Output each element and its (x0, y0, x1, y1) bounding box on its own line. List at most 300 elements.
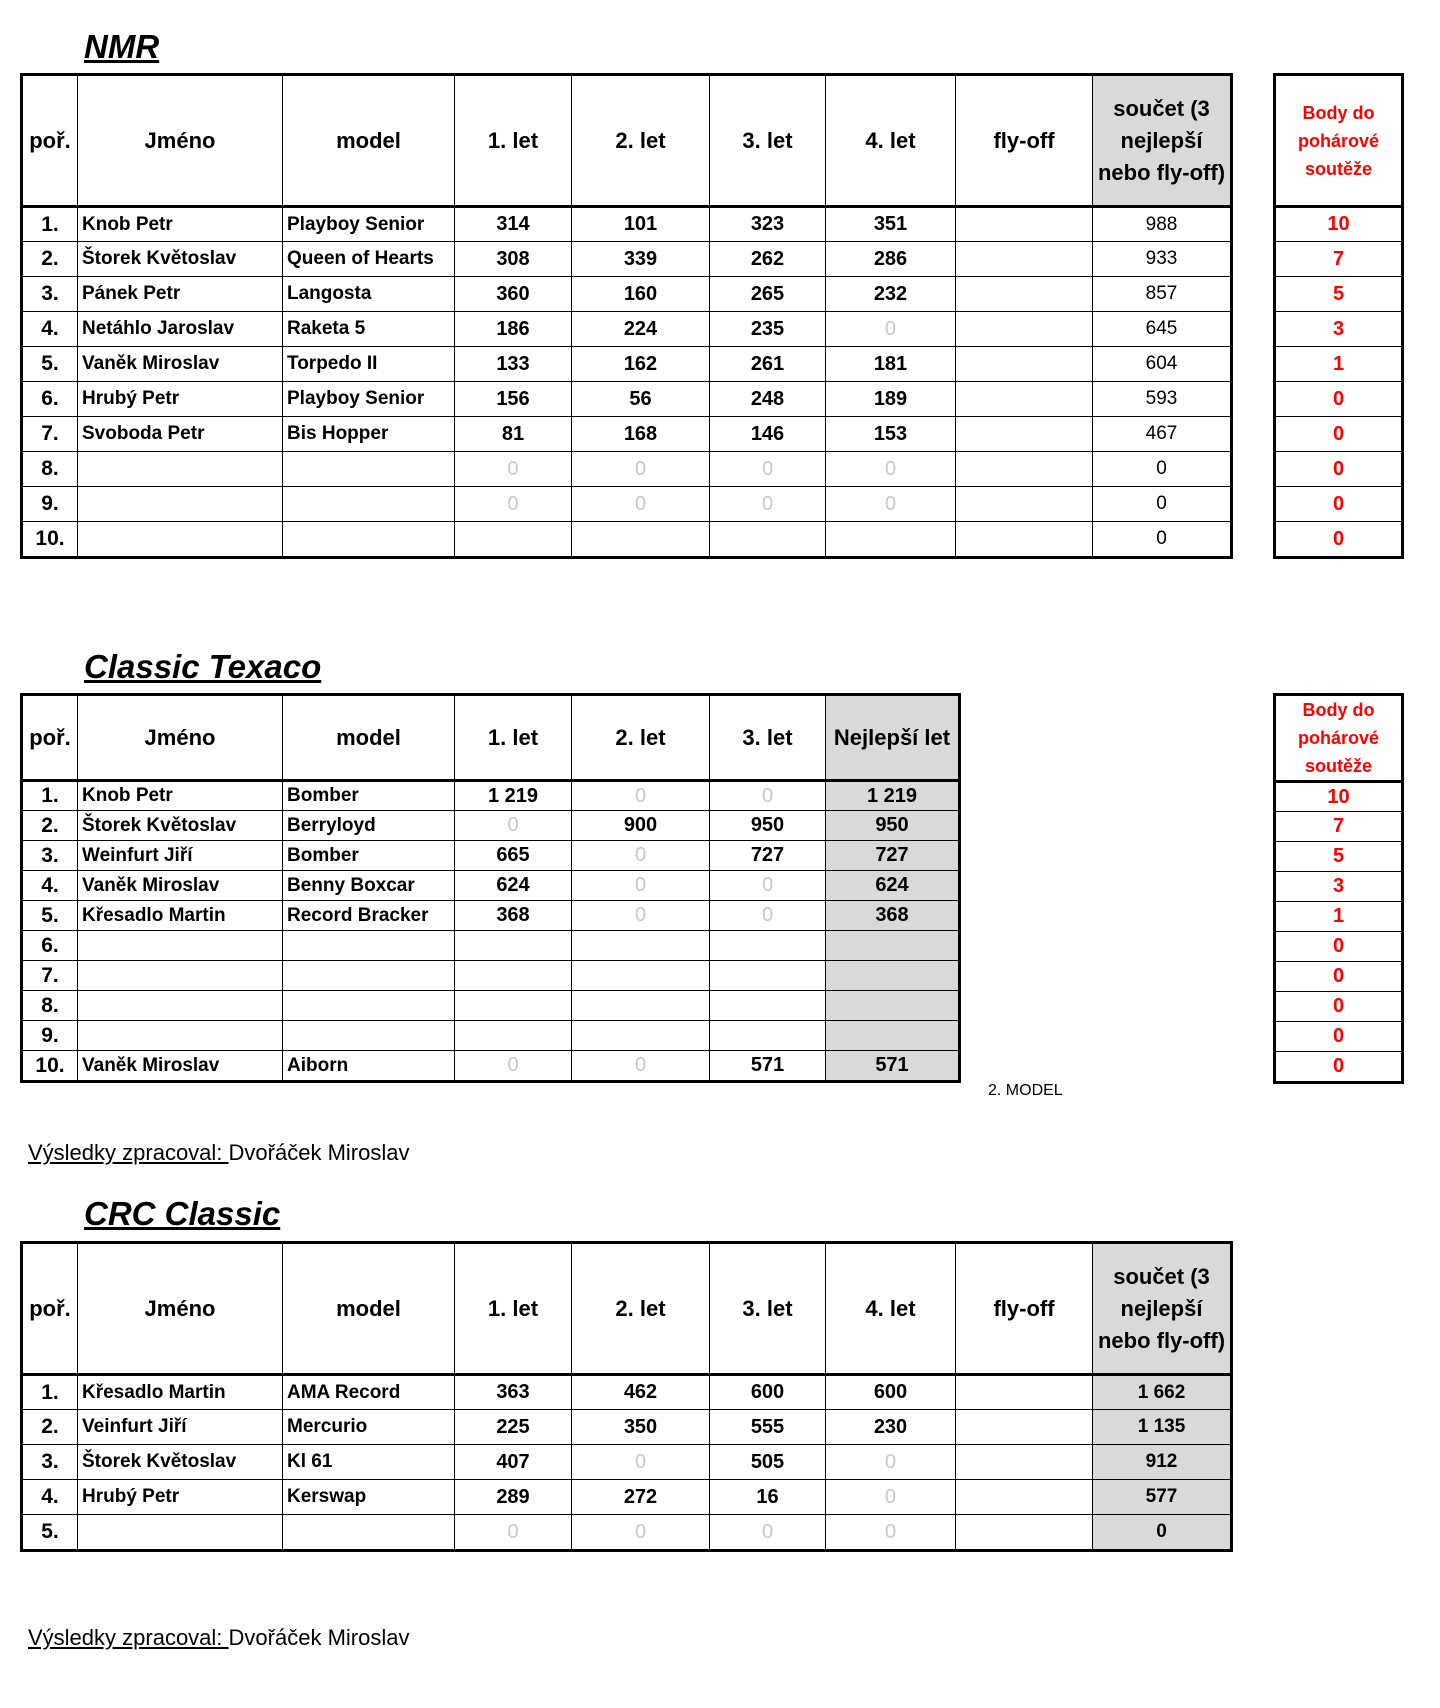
rank-cell: 10. (23, 522, 78, 557)
points-row (1276, 1022, 1402, 1052)
model-cell (283, 931, 455, 961)
model-cell (283, 1021, 455, 1051)
points-cell: 0 (1276, 487, 1402, 522)
flight-3-cell: 261 (710, 347, 826, 382)
crc-title: CRC Classic (84, 1195, 281, 1232)
sum-cell: 1 135 (1093, 1410, 1231, 1445)
flight-2-cell: 0 (572, 452, 710, 487)
best-flight-cell: 624 (826, 871, 959, 901)
flight-1-cell: 0 (455, 811, 572, 841)
table-row (23, 417, 1231, 452)
flight-2-cell: 160 (572, 277, 710, 312)
table-row (23, 1051, 959, 1081)
model-cell: Kerswap (283, 1480, 455, 1515)
fly-off-cell (956, 487, 1093, 522)
name-cell: Netáhlo Jaroslav (78, 312, 283, 347)
flight-1-cell (455, 961, 572, 991)
header-flight-2: 2. let (572, 696, 710, 781)
points-row (1276, 522, 1402, 557)
rank-cell: 4. (23, 871, 78, 901)
fly-off-cell (956, 277, 1093, 312)
flight-3-cell: 0 (710, 781, 826, 811)
header-flight-3: 3. let (710, 76, 826, 207)
points-cell: 0 (1276, 932, 1402, 962)
table-row (23, 312, 1231, 347)
points-cell: 0 (1276, 1022, 1402, 1052)
flight-2-cell: 0 (572, 781, 710, 811)
best-flight-cell: 368 (826, 901, 959, 931)
points-row (1276, 812, 1402, 842)
rank-cell: 9. (23, 1021, 78, 1051)
table-row (23, 1021, 959, 1051)
sum-cell: 933 (1093, 242, 1231, 277)
flight-1-cell: 1 219 (455, 781, 572, 811)
nmr-points-table (1275, 75, 1402, 557)
rank-cell: 8. (23, 452, 78, 487)
header-sum: součet (3 nejlepší nebo fly-off) (1093, 76, 1231, 207)
name-cell (78, 931, 283, 961)
rank-cell: 1. (23, 207, 78, 242)
flight-3-cell (710, 1021, 826, 1051)
header-flight-4: 4. let (826, 1244, 956, 1375)
flight-3-cell: 555 (710, 1410, 826, 1445)
table-row (23, 1445, 1231, 1480)
flight-3-cell: 262 (710, 242, 826, 277)
rank-cell: 2. (23, 1410, 78, 1445)
points-cell: 5 (1276, 842, 1402, 872)
name-cell: Pánek Petr (78, 277, 283, 312)
flight-4-cell: 230 (826, 1410, 956, 1445)
table-row (23, 242, 1231, 277)
model-cell (283, 991, 455, 1021)
model-cell: Kl 61 (283, 1445, 455, 1480)
table-row (23, 347, 1231, 382)
table-row (23, 811, 959, 841)
nmr-table (22, 75, 1231, 557)
rank-cell: 1. (23, 1375, 78, 1410)
model-cell (283, 522, 455, 557)
name-cell: Vaněk Miroslav (78, 347, 283, 382)
rank-cell: 7. (23, 417, 78, 452)
rank-cell: 5. (23, 347, 78, 382)
header-fly-off: fly-off (956, 76, 1093, 207)
header-rank: poř. (23, 76, 78, 207)
table-row (23, 1515, 1231, 1550)
fly-off-cell (956, 1515, 1093, 1550)
sum-cell: 467 (1093, 417, 1231, 452)
flight-2-cell: 56 (572, 382, 710, 417)
fly-off-cell (956, 347, 1093, 382)
table-row (23, 931, 959, 961)
best-flight-cell: 727 (826, 841, 959, 871)
flight-2-cell: 0 (572, 487, 710, 522)
header-name: Jméno (78, 696, 283, 781)
points-cell: 7 (1276, 812, 1402, 842)
name-cell (78, 961, 283, 991)
flight-4-cell: 286 (826, 242, 956, 277)
fly-off-cell (956, 207, 1093, 242)
flight-2-cell: 0 (572, 1051, 710, 1081)
fly-off-cell (956, 417, 1093, 452)
name-cell (78, 991, 283, 1021)
name-cell: Svoboda Petr (78, 417, 283, 452)
flight-1-cell: 360 (455, 277, 572, 312)
processed-by-name: Dvořáček Miroslav (228, 1625, 410, 1650)
sum-cell: 645 (1093, 312, 1231, 347)
model-cell (283, 961, 455, 991)
points-row (1276, 962, 1402, 992)
sum-cell: 0 (1093, 1515, 1231, 1550)
points-row (1276, 902, 1402, 932)
rank-cell: 3. (23, 841, 78, 871)
flight-2-cell: 0 (572, 1445, 710, 1480)
table-row (23, 781, 959, 811)
rank-cell: 5. (23, 901, 78, 931)
flight-4-cell: 0 (826, 312, 956, 347)
flight-1-cell: 363 (455, 1375, 572, 1410)
flight-4-cell: 181 (826, 347, 956, 382)
table-row (23, 277, 1231, 312)
rank-cell: 4. (23, 1480, 78, 1515)
fly-off-cell (956, 452, 1093, 487)
header-name: Jméno (78, 76, 283, 207)
fly-off-cell (956, 1445, 1093, 1480)
flight-4-cell: 0 (826, 487, 956, 522)
points-row (1276, 417, 1402, 452)
flight-4-cell: 0 (826, 452, 956, 487)
flight-3-cell: 248 (710, 382, 826, 417)
flight-3-cell: 0 (710, 452, 826, 487)
name-cell (78, 452, 283, 487)
header-flight-2: 2. let (572, 1244, 710, 1375)
header-name: Jméno (78, 1244, 283, 1375)
flight-2-cell (572, 961, 710, 991)
flight-1-cell (455, 522, 572, 557)
flight-3-cell: 600 (710, 1375, 826, 1410)
rank-cell: 6. (23, 382, 78, 417)
name-cell: Knob Petr (78, 207, 283, 242)
best-flight-cell (826, 991, 959, 1021)
flight-3-cell (710, 522, 826, 557)
points-cell: 7 (1276, 242, 1402, 277)
flight-1-cell: 665 (455, 841, 572, 871)
best-flight-cell (826, 961, 959, 991)
name-cell: Knob Petr (78, 781, 283, 811)
table-row (23, 871, 959, 901)
header-sum: součet (3 nejlepší nebo fly-off) (1093, 1244, 1231, 1375)
flight-3-cell: 950 (710, 811, 826, 841)
header-model: model (283, 1244, 455, 1375)
header-flight-1: 1. let (455, 1244, 572, 1375)
flight-4-cell: 351 (826, 207, 956, 242)
model-cell (283, 452, 455, 487)
sum-cell: 988 (1093, 207, 1231, 242)
fly-off-cell (956, 242, 1093, 277)
points-row (1276, 242, 1402, 277)
flight-2-cell: 168 (572, 417, 710, 452)
model-cell: Bomber (283, 781, 455, 811)
flight-1-cell: 186 (455, 312, 572, 347)
processed-by-name: Dvořáček Miroslav (228, 1140, 410, 1165)
flight-3-cell: 505 (710, 1445, 826, 1480)
points-cell: 1 (1276, 347, 1402, 382)
flight-3-cell: 235 (710, 312, 826, 347)
rank-cell: 4. (23, 312, 78, 347)
name-cell: Veinfurt Jiří (78, 1410, 283, 1445)
sum-cell: 0 (1093, 487, 1231, 522)
flight-2-cell: 0 (572, 1515, 710, 1550)
points-row (1276, 312, 1402, 347)
sum-cell: 604 (1093, 347, 1231, 382)
header-fly-off: fly-off (956, 1244, 1093, 1375)
table-row (23, 207, 1231, 242)
flight-2-cell: 462 (572, 1375, 710, 1410)
flight-3-cell: 265 (710, 277, 826, 312)
model-cell: Record Bracker (283, 901, 455, 931)
fly-off-cell (956, 1480, 1093, 1515)
points-cell: 3 (1276, 312, 1402, 347)
flight-3-cell: 0 (710, 901, 826, 931)
name-cell (78, 1515, 283, 1550)
table-row (23, 487, 1231, 522)
name-cell: Křesadlo Martin (78, 1375, 283, 1410)
flight-1-cell: 156 (455, 382, 572, 417)
name-cell: Hrubý Petr (78, 382, 283, 417)
flight-3-cell: 727 (710, 841, 826, 871)
flight-1-cell (455, 991, 572, 1021)
name-cell: Štorek Květoslav (78, 811, 283, 841)
header-rank: poř. (23, 1244, 78, 1375)
nmr-title: NMR (84, 28, 160, 65)
best-flight-cell (826, 931, 959, 961)
flight-2-cell: 900 (572, 811, 710, 841)
rank-cell: 10. (23, 1051, 78, 1081)
points-row (1276, 782, 1402, 812)
flight-1-cell: 407 (455, 1445, 572, 1480)
fly-off-cell (956, 522, 1093, 557)
flight-1-cell: 368 (455, 901, 572, 931)
points-header: Body do pohárové soutěže (1276, 76, 1402, 207)
flight-2-cell: 0 (572, 901, 710, 931)
fly-off-cell (956, 382, 1093, 417)
points-row (1276, 932, 1402, 962)
flight-4-cell: 153 (826, 417, 956, 452)
flight-1-cell: 289 (455, 1480, 572, 1515)
flight-2-cell: 224 (572, 312, 710, 347)
rank-cell: 2. (23, 811, 78, 841)
table-row (23, 961, 959, 991)
model-cell: Torpedo II (283, 347, 455, 382)
flight-3-cell (710, 991, 826, 1021)
flight-4-cell: 0 (826, 1515, 956, 1550)
best-flight-cell: 571 (826, 1051, 959, 1081)
flight-2-cell: 350 (572, 1410, 710, 1445)
rank-cell: 6. (23, 931, 78, 961)
flight-4-cell (826, 522, 956, 557)
sum-cell: 0 (1093, 522, 1231, 557)
texaco-title: Classic Texaco (84, 648, 322, 685)
header-rank: poř. (23, 696, 78, 781)
rank-cell: 3. (23, 277, 78, 312)
flight-3-cell: 323 (710, 207, 826, 242)
model-cell: Bis Hopper (283, 417, 455, 452)
rank-cell: 8. (23, 991, 78, 1021)
flight-1-cell: 308 (455, 242, 572, 277)
model-cell: Aiborn (283, 1051, 455, 1081)
points-row (1276, 277, 1402, 312)
texaco-table (22, 695, 959, 1081)
best-flight-cell (826, 1021, 959, 1051)
points-cell: 10 (1276, 207, 1402, 242)
flight-3-cell: 571 (710, 1051, 826, 1081)
crc-table (22, 1243, 1231, 1550)
results-processed-by (28, 1140, 409, 1166)
name-cell: Weinfurt Jiří (78, 841, 283, 871)
fly-off-cell (956, 312, 1093, 347)
model-cell: Bomber (283, 841, 455, 871)
sum-cell: 577 (1093, 1480, 1231, 1515)
flight-1-cell: 133 (455, 347, 572, 382)
rank-cell: 2. (23, 242, 78, 277)
rank-cell: 9. (23, 487, 78, 522)
header-flight-2: 2. let (572, 76, 710, 207)
flight-2-cell: 0 (572, 871, 710, 901)
name-cell: Křesadlo Martin (78, 901, 283, 931)
rank-cell: 5. (23, 1515, 78, 1550)
table-row (23, 901, 959, 931)
flight-3-cell: 146 (710, 417, 826, 452)
table-row (23, 841, 959, 871)
model-cell: Playboy Senior (283, 382, 455, 417)
name-cell: Štorek Květoslav (78, 1445, 283, 1480)
points-cell: 0 (1276, 382, 1402, 417)
points-cell: 0 (1276, 962, 1402, 992)
second-model-note: 2. MODEL (988, 1082, 1063, 1099)
points-cell: 10 (1276, 782, 1402, 812)
sum-cell: 1 662 (1093, 1375, 1231, 1410)
flight-3-cell: 0 (710, 1515, 826, 1550)
flight-1-cell: 0 (455, 1515, 572, 1550)
table-row (23, 382, 1231, 417)
model-cell: Benny Boxcar (283, 871, 455, 901)
rank-cell: 3. (23, 1445, 78, 1480)
flight-4-cell: 189 (826, 382, 956, 417)
points-cell: 3 (1276, 872, 1402, 902)
name-cell: Vaněk Miroslav (78, 871, 283, 901)
flight-4-cell: 0 (826, 1480, 956, 1515)
sum-cell: 593 (1093, 382, 1231, 417)
best-flight-cell: 1 219 (826, 781, 959, 811)
flight-3-cell: 16 (710, 1480, 826, 1515)
flight-2-cell: 339 (572, 242, 710, 277)
table-row (23, 522, 1231, 557)
points-row (1276, 1052, 1402, 1082)
table-row (23, 1480, 1231, 1515)
model-cell: Playboy Senior (283, 207, 455, 242)
points-row (1276, 872, 1402, 902)
model-cell (283, 487, 455, 522)
flight-3-cell (710, 961, 826, 991)
rank-cell: 7. (23, 961, 78, 991)
flight-1-cell: 0 (455, 452, 572, 487)
points-row (1276, 452, 1402, 487)
name-cell (78, 1021, 283, 1051)
points-cell: 0 (1276, 522, 1402, 557)
flight-1-cell: 225 (455, 1410, 572, 1445)
model-cell: Mercurio (283, 1410, 455, 1445)
flight-4-cell: 600 (826, 1375, 956, 1410)
flight-4-cell: 232 (826, 277, 956, 312)
results-processed-by (28, 1625, 409, 1651)
table-row (23, 452, 1231, 487)
header-flight-3: 3. let (710, 1244, 826, 1375)
model-cell: Queen of Hearts (283, 242, 455, 277)
flight-2-cell: 272 (572, 1480, 710, 1515)
flight-2-cell: 162 (572, 347, 710, 382)
model-cell: Raketa 5 (283, 312, 455, 347)
sum-cell: 0 (1093, 452, 1231, 487)
flight-3-cell (710, 931, 826, 961)
model-cell: Langosta (283, 277, 455, 312)
name-cell: Hrubý Petr (78, 1480, 283, 1515)
fly-off-cell (956, 1375, 1093, 1410)
table-row (23, 991, 959, 1021)
flight-1-cell (455, 931, 572, 961)
flight-1-cell (455, 1021, 572, 1051)
name-cell (78, 522, 283, 557)
points-row (1276, 842, 1402, 872)
best-flight-cell: 950 (826, 811, 959, 841)
flight-2-cell: 101 (572, 207, 710, 242)
flight-2-cell: 0 (572, 841, 710, 871)
flight-4-cell: 0 (826, 1445, 956, 1480)
header-flight-3: 3. let (710, 696, 826, 781)
fly-off-cell (956, 1410, 1093, 1445)
processed-by-label: Výsledky zpracoval: (28, 1625, 229, 1650)
header-model: model (283, 696, 455, 781)
header-best-flight: Nejlepší let (826, 696, 959, 781)
table-row (23, 1410, 1231, 1445)
header-flight-4: 4. let (826, 76, 956, 207)
name-cell: Vaněk Miroslav (78, 1051, 283, 1081)
points-cell: 0 (1276, 992, 1402, 1022)
flight-2-cell (572, 1021, 710, 1051)
rank-cell: 1. (23, 781, 78, 811)
points-row (1276, 207, 1402, 242)
name-cell (78, 487, 283, 522)
points-cell: 0 (1276, 1052, 1402, 1082)
flight-2-cell (572, 931, 710, 961)
flight-1-cell: 81 (455, 417, 572, 452)
name-cell: Štorek Květoslav (78, 242, 283, 277)
points-cell: 5 (1276, 277, 1402, 312)
processed-by-label: Výsledky zpracoval: (28, 1140, 229, 1165)
flight-2-cell (572, 991, 710, 1021)
points-row (1276, 382, 1402, 417)
points-header: Body do pohárové soutěže (1276, 696, 1402, 782)
flight-1-cell: 0 (455, 487, 572, 522)
header-flight-1: 1. let (455, 696, 572, 781)
points-row (1276, 992, 1402, 1022)
header-model: model (283, 76, 455, 207)
points-cell: 0 (1276, 452, 1402, 487)
sum-cell: 912 (1093, 1445, 1231, 1480)
points-cell: 0 (1276, 417, 1402, 452)
texaco-points-table (1275, 695, 1402, 1082)
points-row (1276, 487, 1402, 522)
flight-3-cell: 0 (710, 487, 826, 522)
flight-3-cell: 0 (710, 871, 826, 901)
